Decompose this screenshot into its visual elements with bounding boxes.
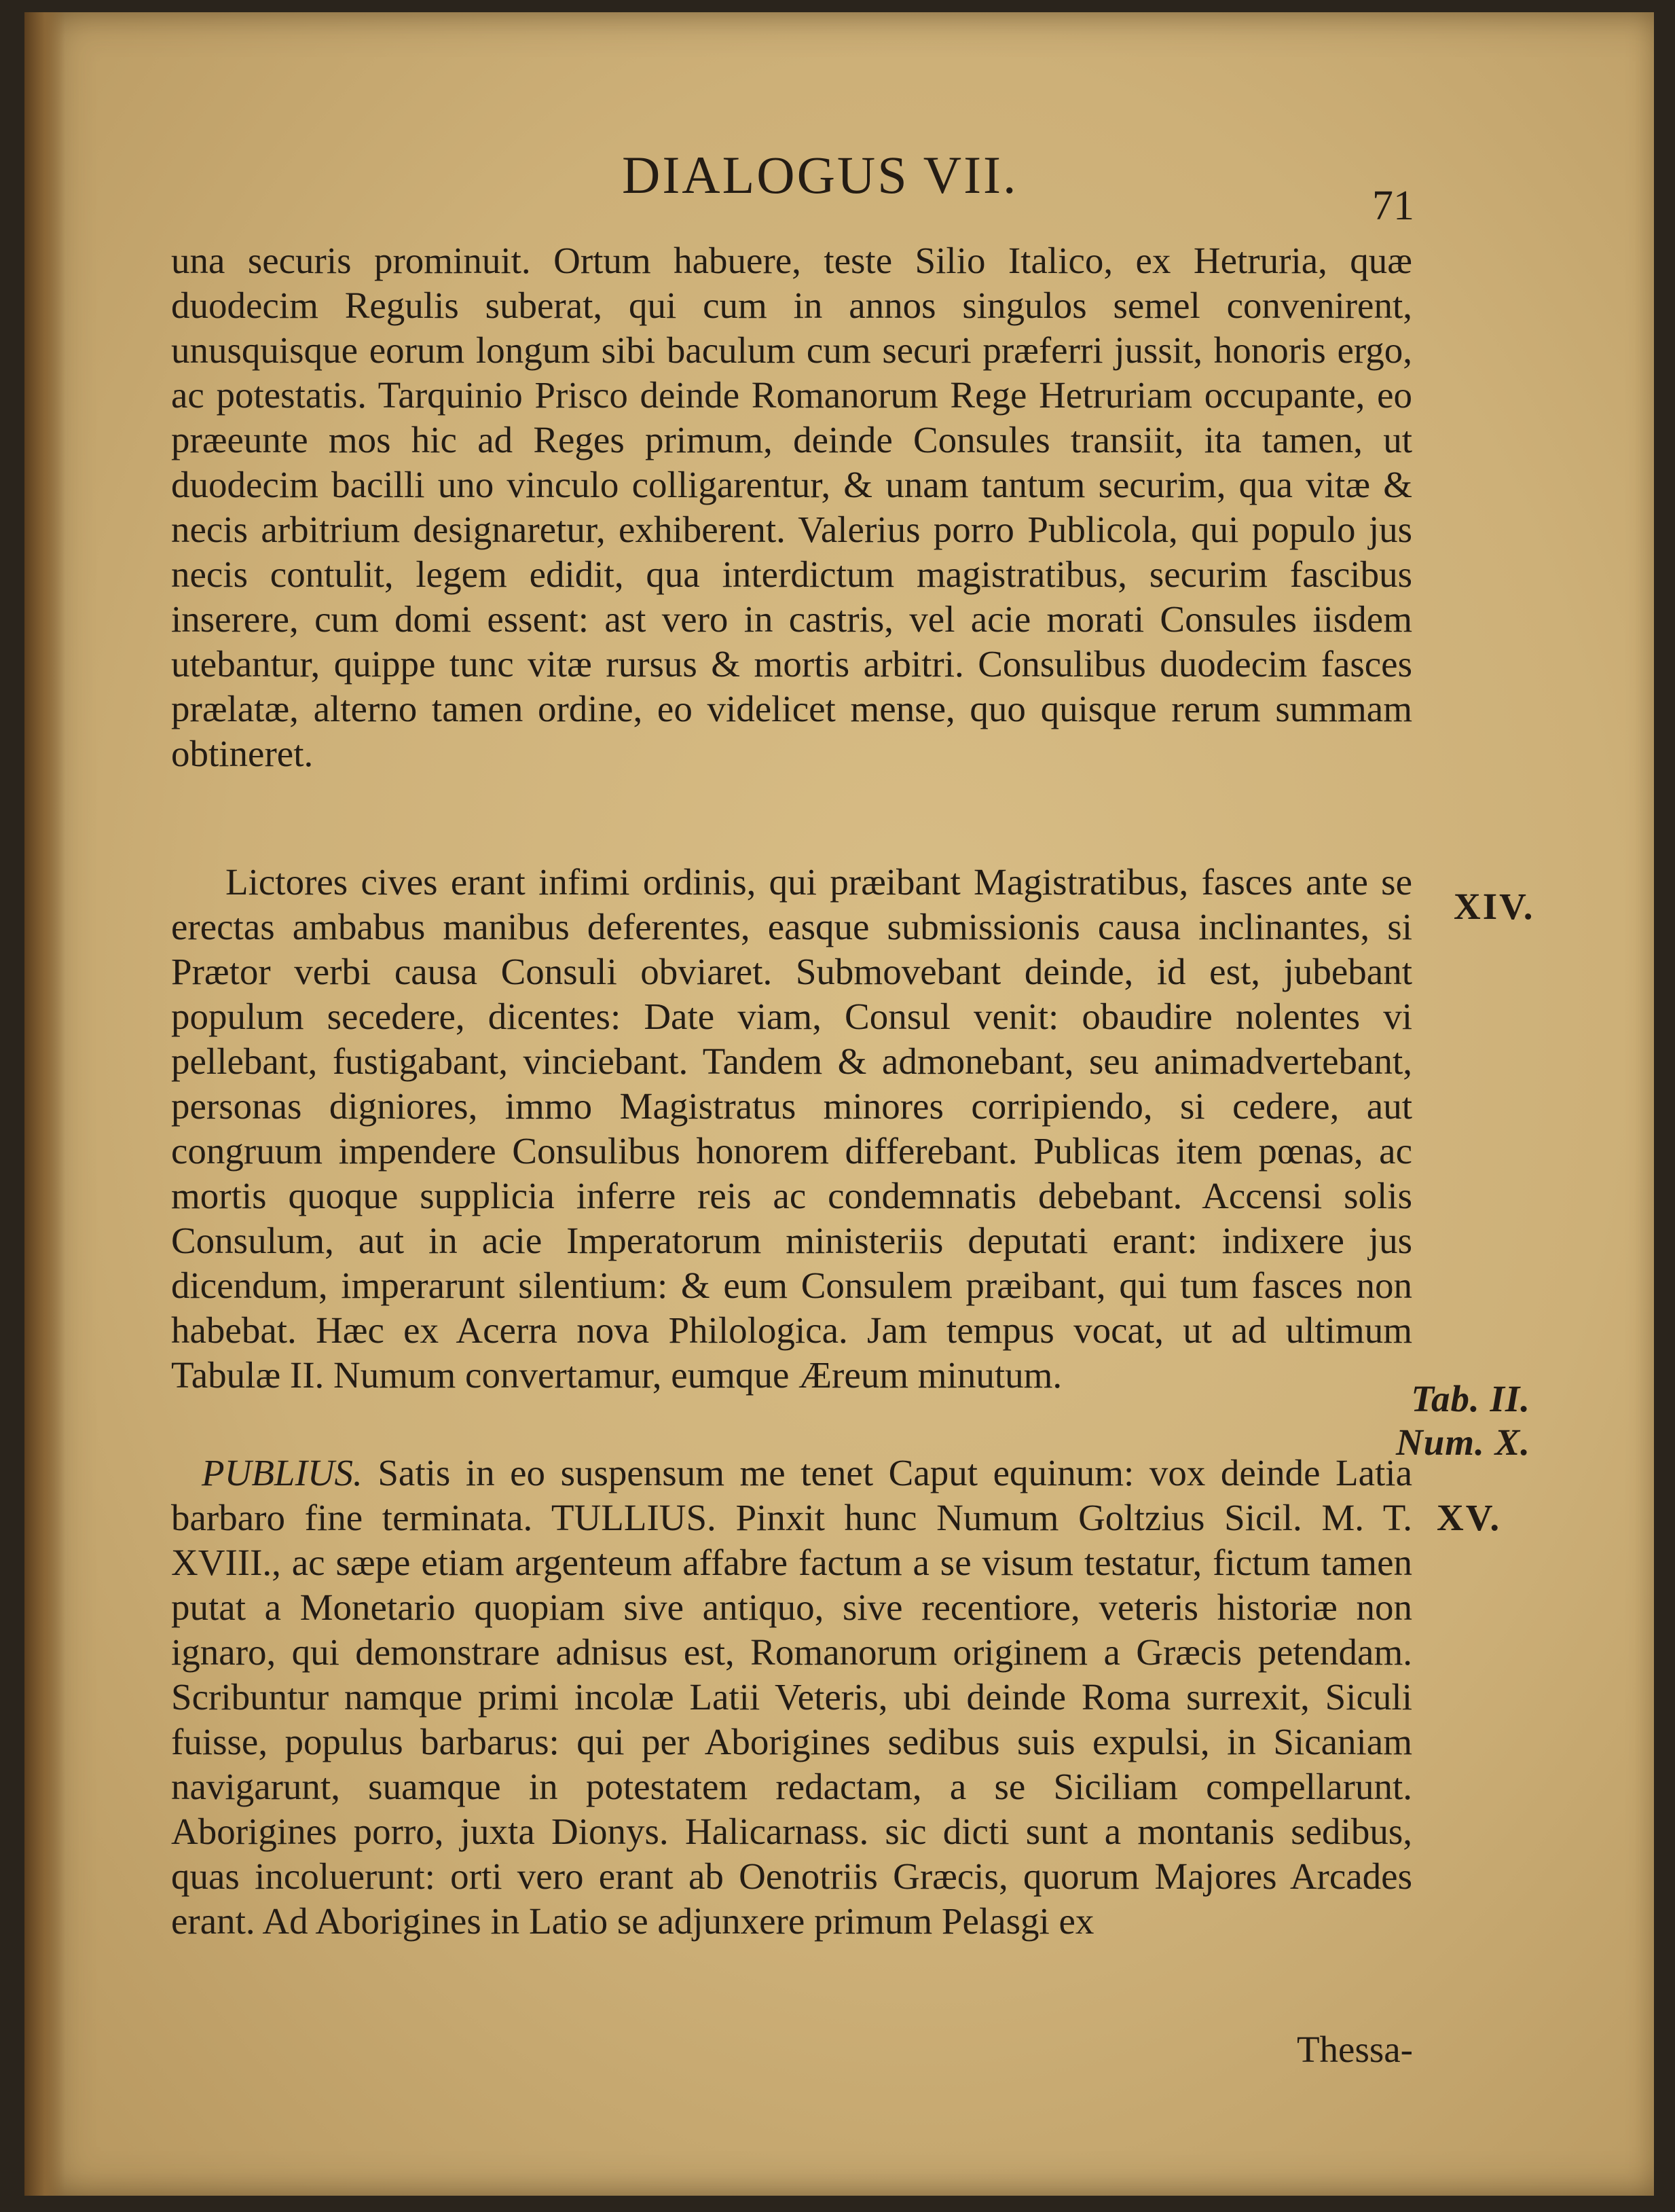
margin-note-tab-line2: Num. X. [1396, 1421, 1531, 1463]
book-page [24, 12, 1654, 2196]
margin-note-xiv: XIV. [1454, 886, 1535, 927]
margin-note-tab [1396, 1377, 1530, 1464]
paragraph-2: Lictores cives erant infimi ordinis, qui præibant Magistratibus, fasces ante se erectas ambabus manibus deferentes, easque submissionis causa inclinantes, si Prætor verbi causa Consuli obviaret. Submovebant deinde, id est, jubebant populum secedere, dicentes: Date viam, Consul venit: obaudire nolentes vi pellebant, fustigabant, vinciebant. Tandem & admonebant, seu animadvertebant, personas digniores, immo Magistratus minores corripiendo, si cedere, aut congruum impendere Consulibus honorem differebant. Publicas item pœnas, ac mortis quoque supplicia inferre reis ac condemnatis debebant. Accensi solis Consulum, aut in acie Imperatorum ministeriis deputati erant: indixere jus dicendum, imperarunt silentium: & eum Consulem præibant, qui tum fasces non habebat. Hæc ex Acerra nova Philologica. Jam tempus vocat, ut ad ultimum Tabulæ II. Numum convertamur, eumque Æreum minutum. [171, 861, 1412, 1396]
margin-note-xv: XV. [1437, 1497, 1502, 1538]
page-number: 71 [1372, 183, 1414, 229]
paragraph-3-text: Satis in eo suspensum me tenet Caput equinum: vox deinde Latia barbaro fine terminata. TULLIUS. Pinxit hunc Numum Goltzius Sicil. M. T. XVIII., ac sæpe etiam argenteum affabre factum a se visum testatur, fictum tamen putat a Monetario quopiam sive antiquo, sive recentiore, veteris historiæ non ignaro, qui demonstrare adnisus est, Romanorum originem a Græcis petendam. Scribuntur namque primi incolæ Latii Veteris, ubi deinde Roma surrexit, Siculi fuisse, populus barbarus: qui per Aborigines sedibus suis expulsi, in Sicaniam navigarunt, suamque in potestatem redactam, a se Siciliam compellarunt. Aborigines porro, juxta Dionys. Halicarnass. sic dicti sunt a montanis sedibus, quas incoluerunt: orti vero erant ab Oenotriis Græcis, quorum Majores Arcades erant. Ad Aborigines in Latio se adjunxere primum Pelasgi ex [171, 1452, 1412, 1942]
running-head: DIALOGUS VII. [622, 145, 1018, 204]
margin-note-tab-line1: Tab. II. [1411, 1378, 1531, 1419]
speaker-name: PUBLIUS. [202, 1452, 363, 1493]
paragraph-3 [171, 1451, 1412, 1944]
page-gutter-shadow [24, 12, 65, 2196]
catchword: Thessa- [1296, 2029, 1413, 2070]
paragraph-1: una securis prominuit. Ortum habuere, teste Silio Italico, ex Hetruria, quæ duodecim Regulis suberat, qui cum in annos singulos semel convenirent, unusquisque eorum longum sibi baculum cum securi præferri jussit, honoris ergo, ac potestatis. Tarquinio Prisco deinde Romanorum Rege Hetruriam occupante, eo præeunte mos hic ad Reges primum, deinde Consules transiit, ita tamen, ut duodecim bacilli uno vinculo colligarentur, & unam tantum securim, qua vitæ & necis arbitrium designaretur, exhiberent. Valerius porro Publicola, qui populo jus necis contulit, legem edidit, qua interdictum magistratibus, securim fascibus inserere, cum domi essent: ast vero in castris, vel acie morati Consules iisdem utebantur, quippe tunc vitæ rursus & mortis arbitri. Consulibus duodecim fasces prælatæ, alterno tamen ordine, eo videlicet mense, quo quisque rerum summam obtineret. [171, 240, 1412, 774]
